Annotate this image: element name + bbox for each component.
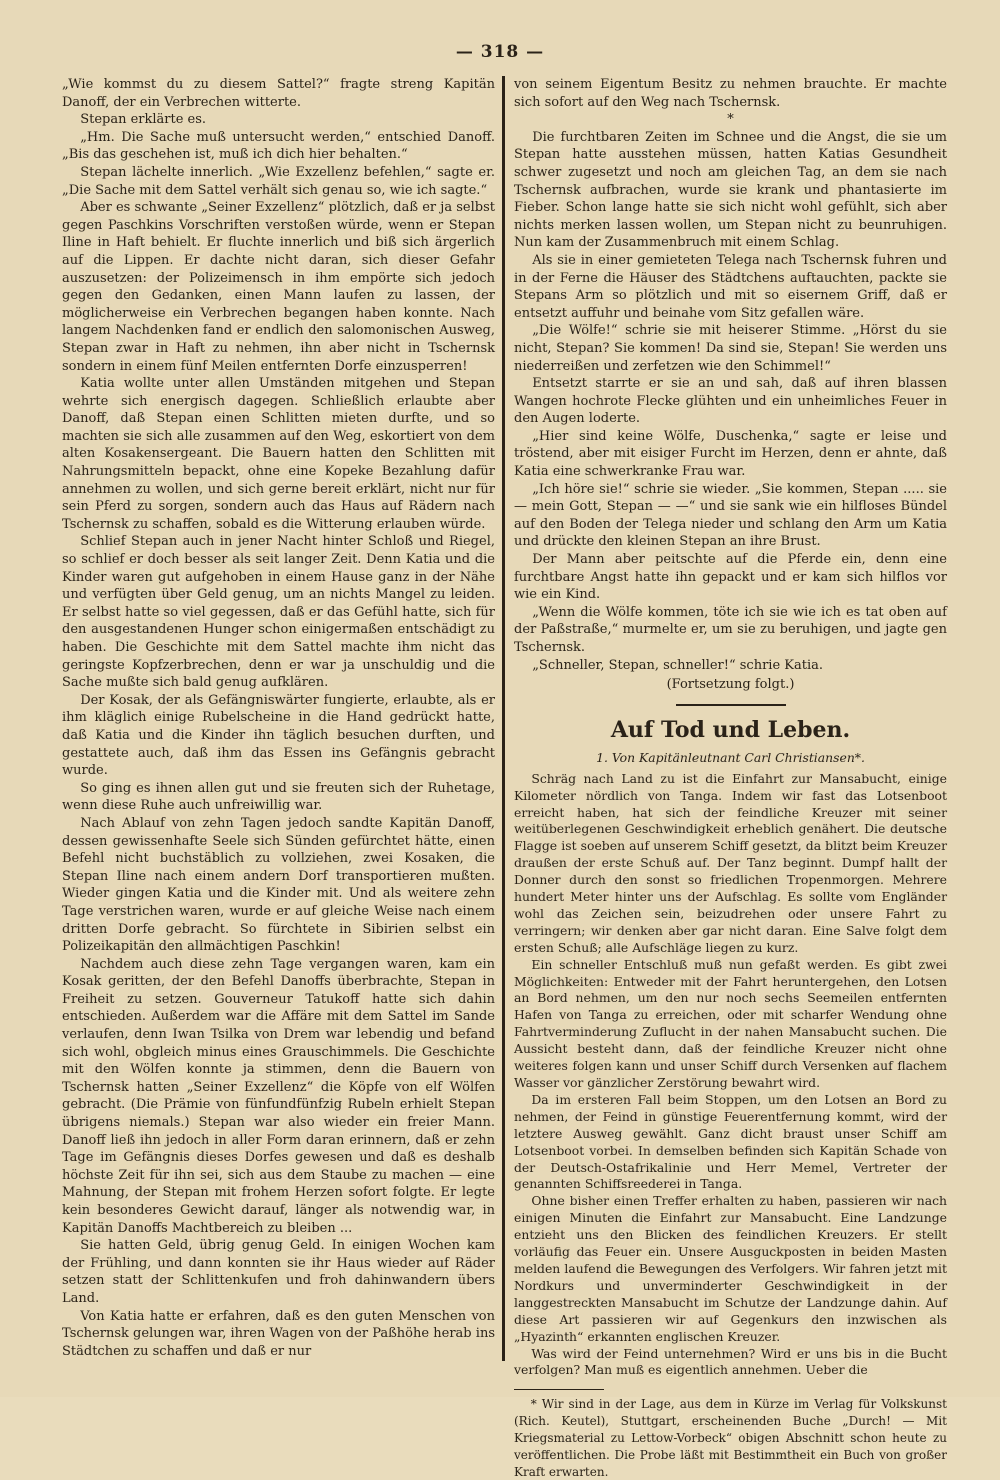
paragraph: Was wird der Feind unternehmen? Wird er uns bis in die Bucht verfolgen? Man muß es eigentlich annehmen. Ueber die [514,1345,947,1378]
paragraph: Schräg nach Land zu ist die Einfahrt zur Mansabucht, einige Kilometer nördlich von Tanga. Indem wir fast das Lotsenboot erreicht haben, hat sich der feindliche Kreuzer mit seiner weitüberlegenen Geschwindigkeit erheblich genähert. Die deutsche Flagge ist soeben auf unserem Schiff gesetzt, da blitzt beim Kreuzer draußen der erste Schuß auf. Der Tanz beginnt. Dumpf hallt der Donner durch den sonst so friedlichen Tropenmorgen. Mehrere hundert Meter hinter uns der Aufschlag. Es sollte vom Engländer wohl das Zeichen sein, beizudrehen oder unsere Fahrt zu verringern; wir denken aber gar nicht daran. Eine Salve folgt dem ersten Schuß; alle Aufschläge liegen zu kurz. [514,770,947,955]
paragraph: Ohne bisher einen Treffer erhalten zu haben, passieren wir nach einigen Minuten die Einfahrt zur Mansabucht. Eine Landzunge entzieht uns den Blicken des feindlichen Kreuzers. Er stellt vorläufig das Feuer ein. Unsere Ausguckposten in beiden Masten melden laufend die Bewegungen des Verfolgers. Wir fahren jetzt mit Nordkurs und unverminderter Geschwindigkeit in der langgestreckten Mansabucht im Schutze der Landzunge dahin. Auf diese Art passieren wir auf Gegenkurs den inzwischen als „Hyazinth“ erkannten englischen Kreuzer. [514,1193,947,1344]
paragraph: Der Mann aber peitschte auf die Pferde ein, denn eine furchtbare Angst hatte ihn gepackt und er kam sich hilflos vor wie ein Kind. [514,552,947,603]
paragraph: Stepan erklärte es. [80,112,207,128]
paragraph: „Ich höre sie!“ schrie sie wieder. „Sie kommen, Stepan ..... sie — mein Gott, Stepan — —“ und sie sank wie ein hilfloses Bündel auf den Boden der Telega nieder und schlang den Arm um Katia und drückte den kleinen Stepan an ihre Brust. [514,481,947,550]
paragraph: Nachdem auch diese zehn Tage vergangen waren, kam ein Kosak geritten, der den Befehl Danoffs überbrachte, Stepan in Freiheit zu setzen. Gouverneur Tatukoff hatte sich dahin entschieden. Außerdem war die Affäre mit dem Sattel im Sande verlaufen, denn Iwan Tsilka von Drem war lebendig und befand sich wohl, obgleich minus eines Grauschimmels. Die Geschichte mit den Wölfen konnte ja stimmen, denn die Bauern von Tschernsk hatten „Seiner Exzellenz“ die Köpfe von elf Wölfen gebracht. (Die Prämie von fünfundfünfzig Rubeln erhielt Stepan übrigens niemals.) Stepan war also wieder ein freier Mann. Danoff ließ ihn jedoch in aller Form daran erinnern, daß er zehn Tage im Gefängnis dieses Dorfes gewesen und daß es deshalb höchste Zeit für ihn sei, sich aus dem Staube zu machen — eine Mahnung, der Stepan mit frohem Herzen sofort folgte. Er legte kein besonderes Gewicht darauf, länger als notwendig war, in Kapitän Danoffs Machtbereich zu bleiben ... [62,956,495,1236]
footnote [514,1396,947,1480]
paragraph: Sie hatten Geld, übrig genug Geld. In einigen Wochen kam der Frühling, und dann konnten sie ihr Haus wieder auf Räder setzen statt der Schlittenkufen und froh dahinwandern übers Land. [62,1238,495,1306]
paragraph: Der Kosak, der als Gefängniswärter fungierte, erlaubte, als er ihm kläglich einige Rubelscheine in die Hand gedrückt hatte, daß Katia und die Kinder ihn täglich besuchen durften, und gestattete auch, daß ihm das Essen ins Gefängnis gebracht wurde. [62,692,495,779]
paragraph: Nach Ablauf von zehn Tagen jedoch sandte Kapitän Danoff, dessen gewissenhafte Seele sich Sünden gefürchtet hätte, einen Befehl nicht buchstäblich zu vollziehen, zwei Kosaken, die Stepan Iline nach einem andern Dorf transportieren mußten. Wieder gingen Katia und die Kinder mit. Und als weitere zehn Tage verstrichen waren, wurde er auf gleiche Weise nach einem dritten Dorfe gebracht. So fürchtete in Sibirien selbst ein Polizeikapitän den allmächtigen Paschkin! [62,815,495,955]
paragraph: Da im ersteren Fall beim Stoppen, um den Lotsen an Bord zu nehmen, der Feind in günstige Feuerentfernung kommt, wird der letztere Ausweg gewählt. Ganz dicht braust unser Schiff am Lotsenboot vorbei. In demselben befinden sich Kapitän Schade von der Deutsch-Ostafrikalinie und Herr Memel, Vertreter der genannten Schiffsreederei in Tanga. [514,1091,947,1192]
paragraph: „Wenn die Wölfe kommen, töte ich sie wie ich es tat oben auf der Paßstraße,“ murmelte er, um sie zu beruhigen, und jagte gen Tschernsk. [514,604,947,655]
paragraph: „Die Wölfe!“ schrie sie mit heiserer Stimme. „Hörst du sie nicht, Stepan? Sie kommen! Da sind sie, Stepan! Sie werden uns niederreißen und zerfetzen wie den Schimmel!“ [514,323,947,374]
paragraph: Von Katia hatte er erfahren, daß es den guten Menschen von Tschernsk gelungen war, ihren Wagen von der Paßhöhe herab ins Städtchen zu schaffen und daß er nur [62,1308,495,1359]
paragraph: „Hm. Die Sache muß untersucht werden,“ entschied Danoff. „Bis das geschehen ist, muß ich dich hier behalten.“ [62,129,495,163]
story-byline: 1. Von Kapitänleutnant Carl Christiansen*. [596,749,865,765]
paragraph: von seinem Eigentum Besitz zu nehmen brauchte. Er machte sich sofort auf den Weg nach Tschernsk. [514,77,947,110]
story-title: Auf Tod und Leben. [610,716,851,743]
paragraph: Schlief Stepan auch in jener Nacht hinter Schloß und Riegel, so schlief er doch besser als seit langer Zeit. Denn Katia und die Kinder waren gut aufgehoben in einem Hause ganz in der Nähe und verfügten über Geld genug, um an nichts Mangel zu leiden. Er selbst hatte so viel gegessen, daß er das Gefühl hatte, sich für den ausgestandenen Hunger schon einigermaßen entschädigt zu haben. Die Geschichte mit dem Sattel machte ihm nicht das geringste Kopfzerbrechen, denn er war ja unschuldig und die Sache mußte sich bald genug aufklären. [62,534,495,691]
footnote-text: * Wir sind in der Lage, aus dem in Kürze im Verlag für Volkskunst (Rich. Keutel), Stuttgart, erscheinenden Buche „Durch! — Mit Kriegsmaterial zu Lettow-Vorbeck“ obigen Abschnitt schon heute zu veröffentlichen. Die Probe läßt mit Bestimmtheit ein Buch von großer Kraft erwarten. [514,1397,947,1479]
continued-note: (Fortsetzung folgt.) [666,677,795,693]
paragraph: Katia wollte unter allen Umständen mitgehen und Stepan wehrte sich energisch dagegen. Schließlich erlaubte aber Danoff, daß Stepan einen Schlitten mieten durfte, und so machten sie sich alle zusammen auf den Weg, eskortiert von dem alten Kosakensergeant. Die Bauern hatten den Schlitten mit Nahrungsmitteln bepackt, ohne eine Kopeke Bezahlung dafür annehmen zu wollen, und sich gerne bereit erklärt, nicht nur für sein Pferd zu sorgen, sondern auch das Haus auf Rädern nach Tschernsk zu schaffen, sobald es die Witterung erlauben würde. [62,376,495,532]
section-rule [676,704,786,706]
paragraph: Entsetzt starrte er sie an und sah, daß auf ihren blassen Wangen hochrote Flecke glühten und ein unheimliches Feuer in den Augen loderte. [514,376,947,427]
footnote-rule [514,1389,604,1390]
story-section [514,716,947,1380]
paragraph: Aber es schwante „Seiner Exzellenz“ plötzlich, daß er ja selbst gegen Paschkins Vorschriften verstoßen würde, wenn er Stepan Iline in Haft behielt. Er fluchte innerlich und biß sich ärgerlich auf die Lippen. Er dachte nicht daran, sich dieser Gefahr auszusetzen: der Polizeimensch in ihm empörte sich jedoch gegen den Gedanken, einen Mann laufen zu lassen, der möglicherweise ein Verbrechen begangen haben konnte. Nach langem Nachdenken fand er endlich den salomonischen Ausweg, Stepan zwar in Haft zu nehmen, ihn aber nicht in Tschernsk sondern in einem fünf Meilen entfernten Dorfe einzusperren! [62,200,495,374]
paragraph: „Hier sind keine Wölfe, Duschenka,“ sagte er leise und tröstend, aber mit eisiger Furcht im Herzen, denn er ahnte, daß Katia eine schwerkranke Frau war. [514,428,947,480]
paragraph: So ging es ihnen allen gut und sie freuten sich der Ruhetage, wenn diese Ruhe auch unfreiwillig war. [62,780,495,814]
paragraph: „Wie kommst du zu diesem Sattel?“ fragte streng Kapitän Danoff, der ein Verbrechen witterte. [62,77,495,110]
column-divider [502,76,505,1361]
section-asterisk: * [727,112,734,128]
left-column [62,76,495,1360]
right-column [514,76,947,1480]
paragraph: Die furchtbaren Zeiten im Schnee und die Angst, die sie um Stepan hatte ausstehen müssen, hatten Katias Gesundheit schwer zugesetzt und noch am gleichen Tag, an dem sie nach Tschernsk aufbrachen, wurde sie krank und phantasierte im Fieber. Schon lange hatte sie sich nicht wohl gefühlt, sich aber nichts merken lassen wollen, um Stepan nicht zu beunruhigen. Nun kam der Zusammenbruch mit einem Schlag. [514,129,947,251]
paragraph: Als sie in einer gemieteten Telega nach Tschernsk fuhren und in der Ferne die Häuser des Städtchens auftauchten, packte sie Stepans Arm so plötzlich und mit so eisernem Griff, daß er entsetzt auffuhr und beinahe vom Sitz gefallen wäre. [514,252,947,321]
paragraph: Stepan lächelte innerlich. „Wie Exzellenz befehlen,“ sagte er. „Die Sache mit dem Sattel verhält sich genau so, wie ich sagte.“ [62,164,495,198]
paragraph: „Schneller, Stepan, schneller!“ schrie Katia. [532,657,824,673]
page-number: — 318 — [455,42,545,62]
paragraph: Ein schneller Entschluß muß nun gefaßt werden. Es gibt zwei Möglichkeiten: Entweder mit der Fahrt heruntergehen, den Lotsen an Bord nehmen, um den nur noch sechs Seemeilen entfernten Hafen von Tanga zu erreichen, oder mit scharfer Wendung ohne Fahrtverminderung Zuflucht in der nahen Mansabucht suchen. Die Aussicht besteht dann, daß der feindliche Kreuzer nicht ohne weiteres folgen kann und unser Schiff durch Versenken auf flachem Wasser vor gänzlicher Zerstörung bewahrt wird. [514,956,947,1090]
